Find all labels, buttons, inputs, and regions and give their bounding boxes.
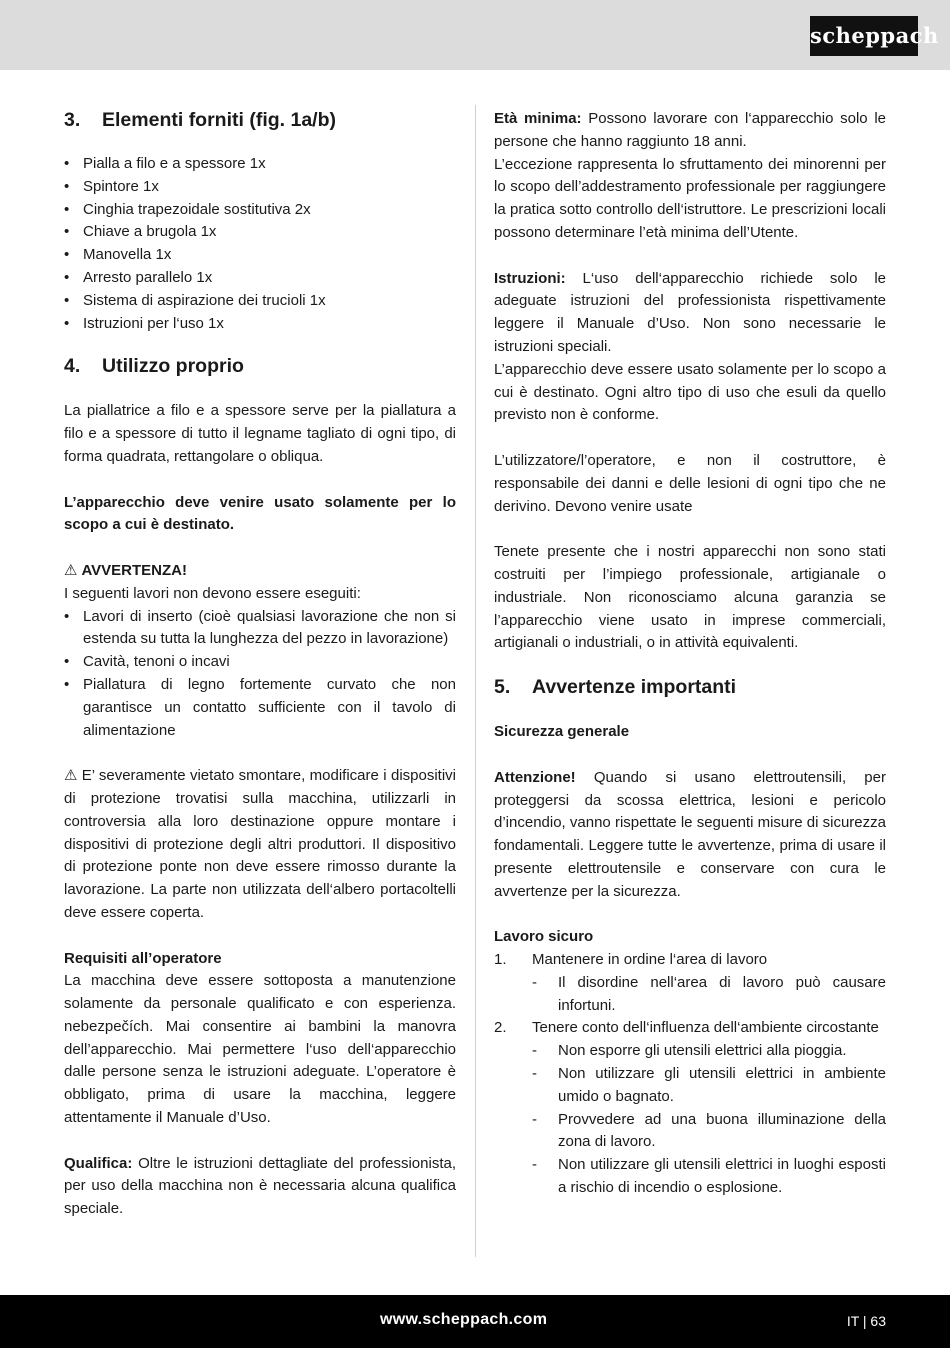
footer-bar: [0, 1295, 950, 1348]
intended-use-note: L’apparecchio deve venire usato solamente per lo scopo a cui è destinato.: [64, 493, 456, 534]
website-link[interactable]: www.scheppach.com: [380, 1311, 548, 1328]
operator-requirements-heading: Requisiti all’operatore: [64, 949, 222, 967]
list-item: • Cavità, tenoni o incavi: [64, 651, 456, 674]
list-item: 1. Mantenere in ordine l‘area di lavoro - Il disordine nell‘area di lavoro può causare infortuni.: [494, 949, 886, 1017]
instructions-paragraph-2: L’apparecchio deve essere usato solamente per lo scopo a cui è destinato. Ogni altro tipo di uso che esuli da quello previsto non è conforme.: [494, 360, 886, 424]
safe-work-heading: Lavoro sicuro: [494, 928, 594, 946]
list-item: • Spintore 1x: [64, 176, 456, 199]
list-item: • Lavori di inserto (cioè qualsiasi lavorazione che non si estenda su tutta la lunghezza del pezzo in lavorazione): [64, 606, 456, 652]
right-column: [494, 108, 886, 1200]
sub-list-item: - Non esporre gli utensili elettrici alla pioggia.: [532, 1040, 886, 1063]
forbidden-work-list: [64, 606, 456, 743]
operator-requirements-text: La macchina deve essere sottoposta a manutenzione solamente da personale qualificato e con esperienza. nebezpečích. Mai consentire ai bambini la manovra dell’apparecchio. Mai permettere l‘uso dell‘apparecchio dalle persone senza le istruzioni adeguate. L’operatore è obbligato, prima di usare la macchina, leggere attentamente il Manuale d’Uso.: [64, 972, 456, 1127]
header-band: [0, 0, 950, 70]
section-4-heading: 4. Utilizzo proprio: [64, 355, 244, 378]
attention-paragraph: Attenzione! Quando si usano elettroutensili, per proteggersi da scossa elettrica, lesioni e pericolo d’incendio, vanno rispettate le seguenti misure di sicurezza fondamentali. Leggere tutte le avvertenze, prima di usare il presente elettroutensile e conservare con cura le avvertenze per la sicurezza.: [494, 768, 886, 900]
list-item: • Arresto parallelo 1x: [64, 267, 456, 290]
list-item: • Sistema di aspirazione dei trucioli 1x: [64, 290, 456, 313]
list-item: • Cinghia trapezoidale sostitutiva 2x: [64, 199, 456, 222]
brand-logo: scheppach: [810, 16, 918, 56]
safe-work-list: [494, 949, 886, 1200]
left-column: [64, 108, 456, 1221]
responsibility-paragraph: L’utilizzatore/l’operatore, e non il costruttore, è responsabile dei danni e delle lesioni di ogni tipo che ne derivino. Devono venire usate: [494, 451, 886, 515]
instructions-paragraph: Istruzioni: L‘uso dell‘apparecchio richiede solo le adeguate istruzioni del professionista rispettivamente leggere il Manuale d’Uso. Non sono necessarie le istruzioni speciali.: [494, 269, 886, 355]
column-divider: [475, 105, 476, 1257]
sub-list-item: - Provvedere ad una buona illuminazione della zona di lavoro.: [532, 1109, 886, 1155]
warning-heading: ⚠ AVVERTENZA!: [64, 561, 188, 579]
supplied-items-list: [64, 153, 456, 335]
minimum-age-exception: L’eccezione rappresenta lo sfruttamento dei minorenni per lo scopo dell’addestramento professionale per raggiungere la pratica sotto controllo dell‘istruttore. Le prescrizioni locali possono determinare l’età minima dell’Utente.: [494, 155, 886, 241]
general-safety-heading: Sicurezza generale: [494, 723, 630, 741]
minimum-age-paragraph: Età minima: Possono lavorare con l‘apparecchio solo le persone che hanno raggiunto 18 anni.: [494, 110, 886, 150]
list-item: • Chiave a brugola 1x: [64, 221, 456, 244]
sub-list-item: - Il disordine nell‘area di lavoro può causare infortuni.: [532, 972, 886, 1018]
qualification-paragraph: Qualifica: Oltre le istruzioni dettagliate del professionista, per uso della macchina non è necessaria alcuna qualifica speciale.: [64, 1154, 456, 1218]
sub-list-item: - Non utilizzare gli utensili elettrici in ambiente umido o bagnato.: [532, 1063, 886, 1109]
warning-triangle-icon: ⚠: [64, 767, 78, 785]
warning-intro: I seguenti lavori non devono essere eseguiti:: [64, 584, 361, 602]
warning-triangle-icon: ⚠: [64, 561, 78, 579]
list-item: 2. Tenere conto dell‘influenza dell‘ambiente circostante - Non esporre gli utensili elettrici alla pioggia. - Non utilizzare gli utensili elettrici in ambiente umido o bagnato. - Provvedere ad una buona illuminazione della zona di lavoro. - Non utilizzare gli utensili elettrici in luoghi esposti a rischio di incendio o esplosione.: [494, 1017, 886, 1199]
intended-use-paragraph: La piallatrice a filo e a spessore serve per la piallatura a filo e a spessore di tutto il legname tagliato di ogni tipo, di forma quadrata, rettangolare o obliqua.: [64, 402, 456, 465]
list-item: • Manovella 1x: [64, 244, 456, 267]
section-5-heading: 5. Avvertenze importanti: [494, 676, 737, 699]
list-item: • Piallatura di legno fortemente curvato che non garantisce un contatto sufficiente con il tavolo di alimentazione: [64, 674, 456, 742]
sub-list-item: - Non utilizzare gli utensili elettrici in luoghi esposti a rischio di incendio o esplosione.: [532, 1154, 886, 1200]
section-3-heading: 3. Elementi forniti (fig. 1a/b): [64, 109, 337, 131]
page-number: IT | 63: [846, 1313, 886, 1329]
list-item: • Pialla a filo e a spessore 1x: [64, 153, 456, 176]
list-item: • Istruzioni per l‘uso 1x: [64, 313, 456, 336]
commercial-use-paragraph: Tenete presente che i nostri apparecchi non sono stati costruiti per l’impiego professionale, artigianale o industriale. Non riconosciamo alcuna garanzia se l’apparecchio viene usato in imprese commerciali, artigianali o industriali, o in attività equivalenti.: [494, 543, 886, 652]
protection-devices-paragraph: ⚠ E’ severamente vietato smontare, modificare i dispositivi di protezione trovatisi sulla macchina, utilizzarli in controversia alla loro destinazione oppure montare i dispositivi di protezione degli altri produttori. Il dispositivo di protezione ponte non deve essere rimosso durante la lavorazione. La parte non utilizzata dell‘albero portacoltelli deve essere coperta.: [64, 767, 457, 921]
